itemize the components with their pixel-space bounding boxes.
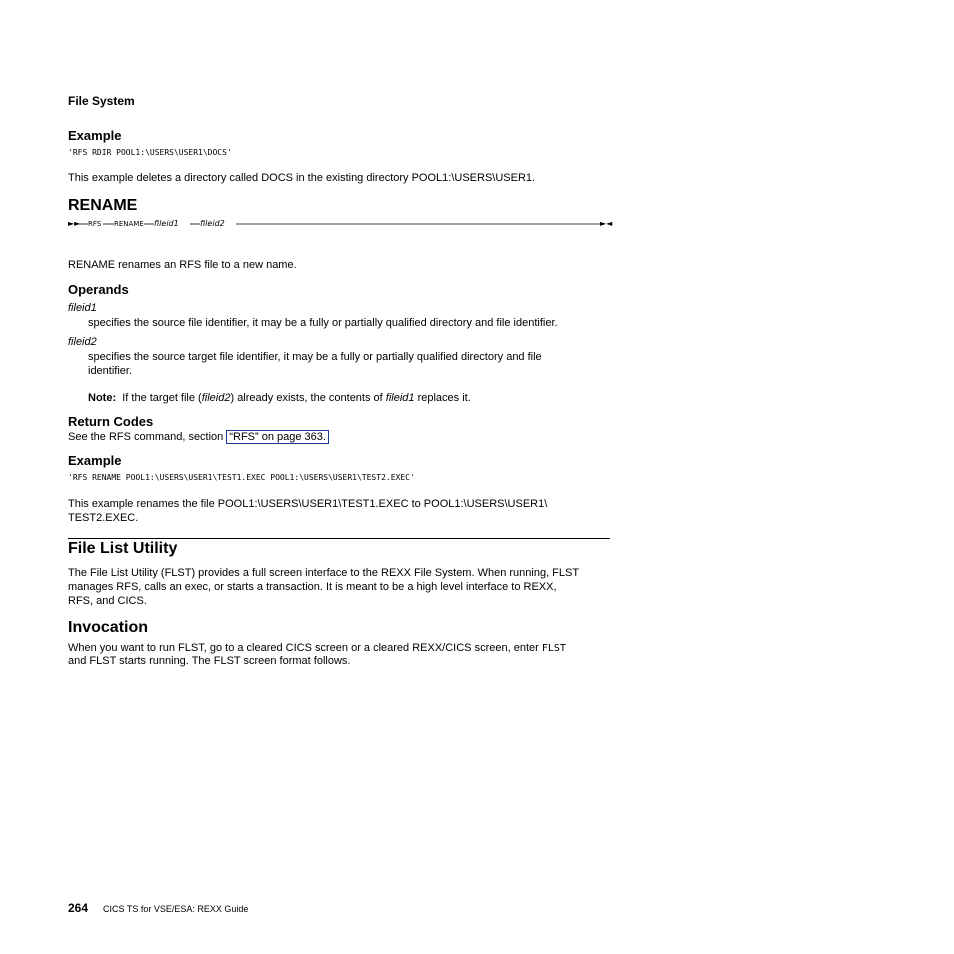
rename-example-line1: This example renames the file POOL1:\USERS\USER1\TEST1.EXEC to POOL1:\USERS\USER1\ [68,498,548,510]
invocation-flst-code: FLST [541,643,566,654]
operand-term-fileid1: fileid1 [68,302,97,314]
note-term-fileid1: fileid1 [385,392,415,404]
invocation-heading: Invocation [68,619,149,636]
operand-term-fileid2: fileid2 [68,336,97,348]
note-term-fileid2: fileid2 [201,392,231,404]
invocation-line2: and FLST starts running. The FLST screen format follows. [68,655,351,667]
rename-description: RENAME renames an RFS file to a new name. [68,259,297,271]
example-code: 'RFS RDIR POOL1:\USERS\USER1\DOCS' [68,148,232,157]
example-heading: Example [68,128,122,143]
section-rule [68,538,610,539]
page-number: 264 [68,901,89,915]
book-title: CICS TS for VSE/ESA: REXX Guide [103,904,249,914]
rename-example-code: 'RFS RENAME POOL1:\USERS\USER1\TEST1.EXEC POOL1:\USERS\USER1\TEST2.EXEC' [68,473,415,482]
return-codes-prefix: See the RFS command, section [68,431,227,443]
operand-definition-fileid2: specifies the source target file identifier, it may be a fully or partially qualified directory and file identifier. [88,351,542,377]
syntax-end-marker: ►◄ [600,219,613,228]
syntax-keyword-rfs: RFS [88,220,102,228]
file-list-utility-heading: File List Utility [68,540,178,557]
note-text-before: If the target file ( [122,392,202,404]
syntax-param-fileid2: fileid2 [200,219,225,228]
flu-line3: RFS, and CICS. [68,595,147,607]
operand-definition-fileid1: specifies the source file identifier, it may be a fully or partially qualified directory and file identifier. [88,317,558,329]
flu-line1: The File List Utility (FLST) provides a full screen interface to the REXX File System. When running, FLST [68,567,580,579]
return-codes-heading: Return Codes [68,414,154,429]
syntax-start-marker: ►► [68,219,81,228]
flu-line2: manages RFS, calls an exec, or starts a transaction. It is meant to be a high level interface to REXX, [68,581,557,593]
rename-example-line2: TEST2.EXEC. [68,512,139,524]
note-text-after: replaces it. [414,392,471,404]
return-codes-text [68,430,329,444]
rename-heading: RENAME [68,197,138,214]
syntax-diagram [68,216,613,230]
operands-heading: Operands [68,282,129,297]
syntax-keyword-rename: RENAME [114,220,144,228]
running-head: File System [68,94,135,108]
syntax-param-fileid1: fileid1 [154,219,179,228]
rename-example-heading: Example [68,453,122,468]
note-label: Note: [88,392,117,404]
note-text-middle: ) already exists, the contents of [230,392,386,404]
example-description: This example deletes a directory called DOCS in the existing directory POOL1:\USERS\USER1. [68,172,536,184]
rfs-cross-reference-link[interactable]: “RFS” on page 363. [226,430,329,444]
note [88,391,471,405]
invocation-line1-text: When you want to run FLST, go to a cleared CICS screen or a cleared REXX/CICS screen, enter [68,642,542,654]
